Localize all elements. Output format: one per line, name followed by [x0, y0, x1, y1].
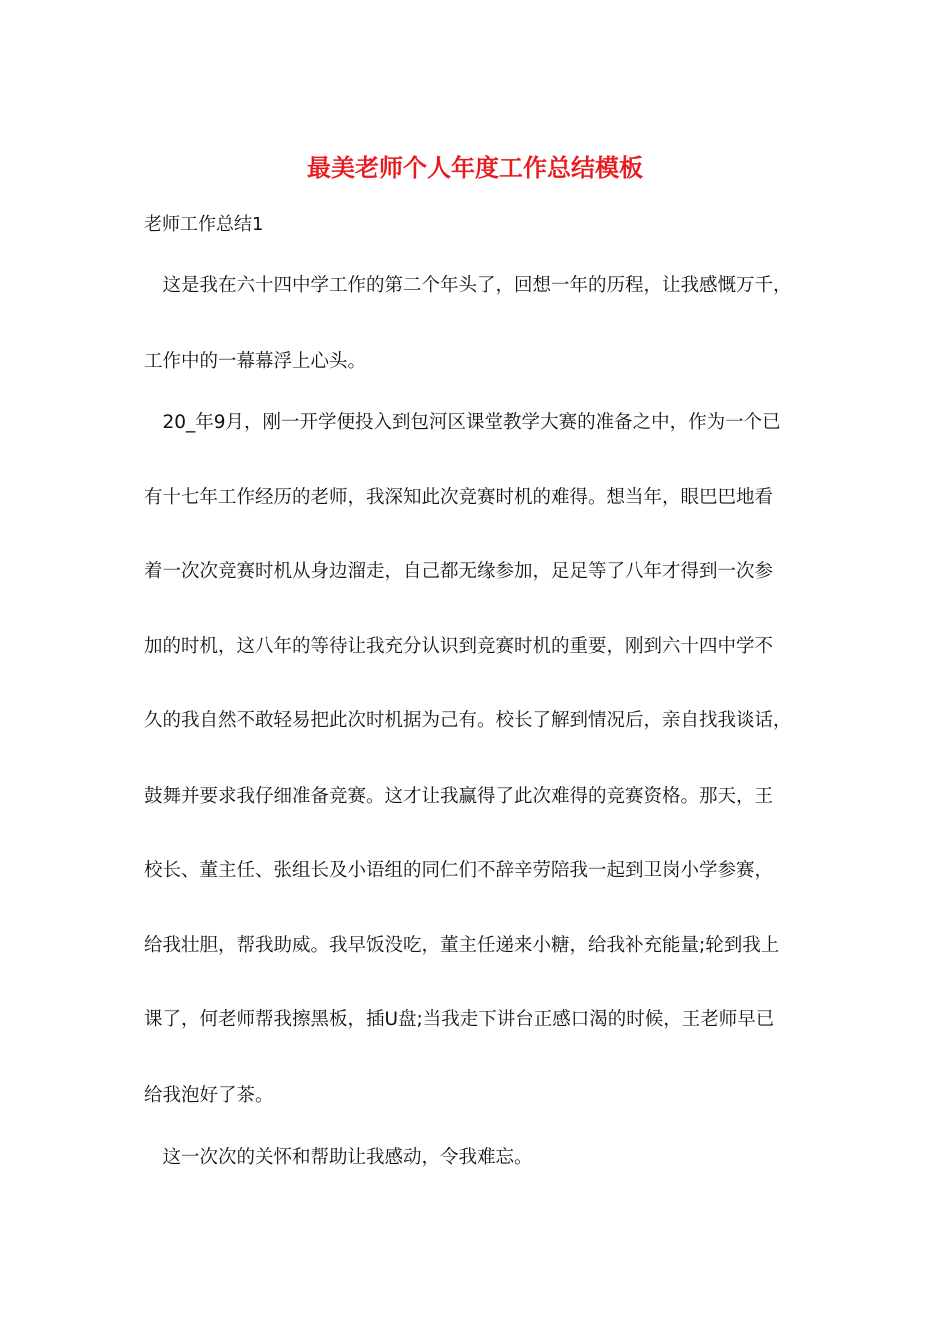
body-line: 这一次次的关怀和帮助让我感动，令我难忘。 [144, 1147, 533, 1168]
body-line: 课了，何老师帮我擦黑板，插U盘;当我走下讲台正感口渴的时候，王老师早已 [144, 1009, 775, 1030]
body-line: 给我泡好了茶。 [144, 1085, 274, 1106]
body-line: 鼓舞并要求我仔细准备竞赛。这才让我赢得了此次难得的竞赛资格。那天，王 [144, 786, 774, 807]
body-line: 20_年9月，刚一开学便投入到包河区课堂教学大赛的准备之中，作为一个已 [144, 412, 781, 433]
body-line: 加的时机，这八年的等待让我充分认识到竞赛时机的重要，刚到六十四中学不 [144, 636, 774, 657]
document-title: 最美老师个人年度工作总结模板 [307, 153, 643, 182]
section-heading: 老师工作总结1 [144, 214, 264, 235]
body-line: 校长、董主任、张组长及小语组的同仁们不辞辛劳陪我一起到卫岗小学参赛， [144, 860, 774, 881]
body-line: 有十七年工作经历的老师，我深知此次竞赛时机的难得。想当年，眼巴巴地看 [144, 487, 774, 508]
body-line: 着一次次竞赛时机从身边溜走，自己都无缘参加，足足等了八年才得到一次参 [144, 561, 774, 582]
body-line: 工作中的一幕幕浮上心头。 [144, 351, 367, 372]
body-line: 久的我自然不敢轻易把此次时机据为己有。校长了解到情况后，亲自找我谈话， [144, 710, 792, 731]
body-line: 给我壮胆，帮我助威。我早饭没吃，董主任递来小糖，给我补充能量;轮到我上 [144, 935, 780, 956]
body-line: 这是我在六十四中学工作的第二个年头了，回想一年的历程，让我感慨万千， [144, 275, 792, 296]
